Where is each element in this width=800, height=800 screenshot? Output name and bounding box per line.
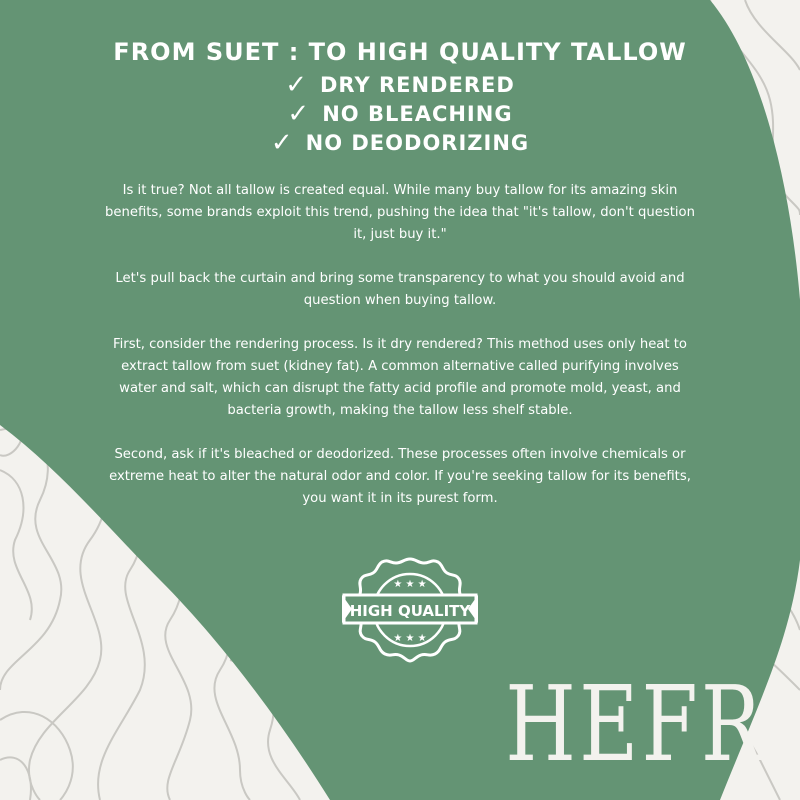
checkmark-icon: ✓ [287, 98, 311, 129]
checkmark-icon: ✓ [270, 127, 294, 158]
checklist-item-label: DRY RENDERED [320, 72, 515, 97]
headline-title: FROM SUET : TO HIGH QUALITY TALLOW [113, 38, 687, 66]
checklist-item-no-deodorizing [0, 128, 800, 157]
checklist-item-label: NO BLEACHING [322, 101, 513, 126]
benefit-checklist [0, 70, 800, 157]
checklist-item-dry-rendered [0, 70, 800, 99]
seal-label: HIGH QUALITY [349, 602, 471, 620]
paragraph-intro: Is it true? Not all tallow is created equal. While many buy tallow for its amazing skin benefits, some brands exploit this trend, pushing the idea that "it's tallow, don't question it, just buy it." [105, 183, 695, 242]
checklist-item-label: NO DEODORIZING [305, 130, 530, 155]
paragraph-transparency: Let's pull back the curtain and bring some transparency to what you should avoid and question when buying tallow. [115, 271, 685, 308]
brand-logo: HEFR [505, 663, 766, 785]
body-copy [105, 180, 695, 532]
paragraph-bleaching: Second, ask if it's bleached or deodorized. These processes often involve chemicals or extreme heat to alter the natural odor and color. If you're seeking tallow for its benefits, you want it in its purest form. [109, 447, 691, 506]
paragraph-rendering: First, consider the rendering process. Is it dry rendered? This method uses only heat to extract tallow from suet (kidney fat). A common alternative called purifying involves water and salt, which can disrupt the fatty acid profile and promote mold, yeast, and bacteria growth, making the tallow less shelf stable. [112, 337, 687, 418]
seal-stars-bottom: ★ ★ ★ [393, 633, 427, 644]
checklist-item-no-bleaching [0, 99, 800, 128]
seal-stars-top: ★ ★ ★ [393, 579, 427, 590]
quality-seal-icon [342, 555, 478, 665]
checkmark-icon: ✓ [285, 69, 308, 100]
